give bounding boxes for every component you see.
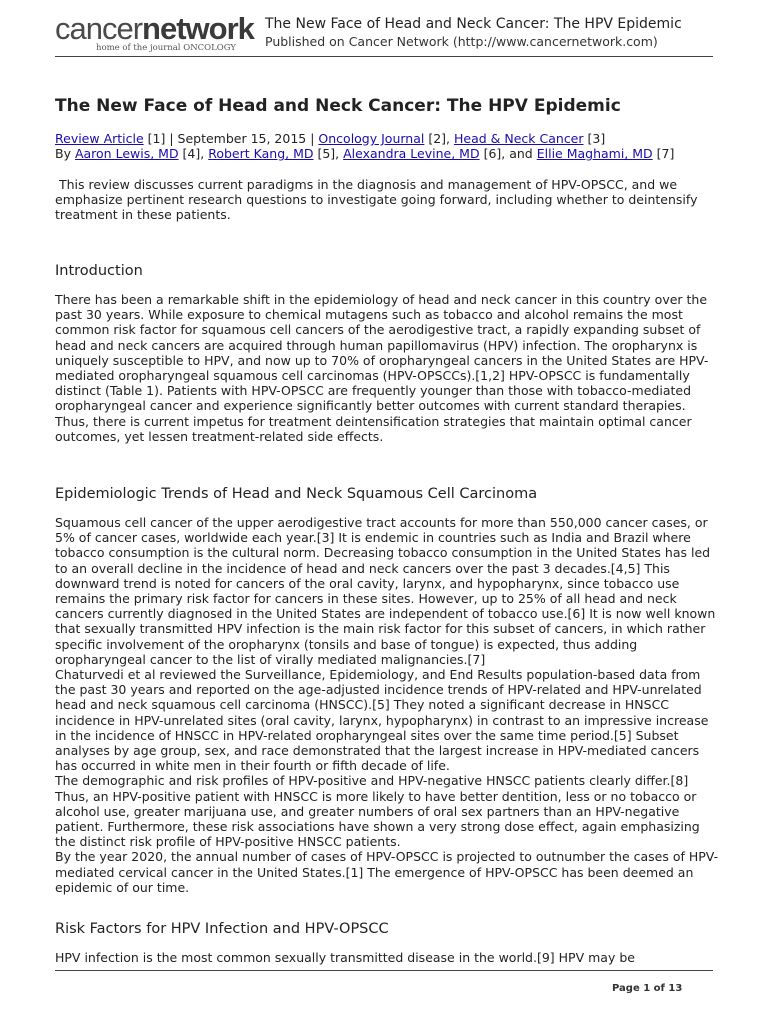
paragraph: Chaturvedi et al reviewed the Surveillance, Epidemiology, and End Results population-based data from the past 30 years and reported on the age-adjusted incidence trends of HPV-related and HPV-unrelated head and neck squamous cell carcinoma (HNSCC).[5] They noted a significant decrease in HNSCC incidence in HPV-unrelated sites (oral cavity, larynx, hypopharynx) in contrast to an impressive increase in the incidence of HNSCC in HPV-related oropharyngeal sites over the same time period.[5] Subset analyses by age group, sex, and race demonstrated that the largest increase in HPV-mediated cancers has occurred in white men in their fourth or fifth decade of life. xyxy=(55,667,709,774)
journal-link[interactable]: Oncology Journal xyxy=(318,131,425,146)
logo-prefix: cancer xyxy=(55,11,143,46)
article-title: The New Face of Head and Neck Cancer: The HPV Epidemic xyxy=(55,96,621,116)
topic-link[interactable]: Head & Neck Cancer xyxy=(454,131,584,146)
article-type-link[interactable]: Review Article xyxy=(55,131,144,146)
author-link[interactable]: Aaron Lewis, MD xyxy=(74,146,179,161)
meta-ref: [3] xyxy=(583,131,606,146)
section-heading-introduction: Introduction xyxy=(55,263,143,279)
meta-ref: [6], and xyxy=(479,146,537,161)
meta-line-1 xyxy=(55,131,715,146)
section-heading-risk-factors: Risk Factors for HPV Infection and HPV-OPSCC xyxy=(55,921,389,937)
paragraph: HPV infection is the most common sexually transmitted disease in the world.[9] HPV may be xyxy=(55,950,635,965)
meta-ref: [1] | September 15, 2015 | xyxy=(143,131,319,146)
header-title: The New Face of Head and Neck Cancer: The HPV Epidemic xyxy=(265,16,682,32)
meta-ref: [2], xyxy=(424,131,454,146)
section-body-epidemiologic-trends xyxy=(55,515,720,895)
paragraph: There has been a remarkable shift in the epidemiology of head and neck cancer in this country over the past 30 years. While exposure to chemical mutagens such as tobacco and alcohol remains the most common risk factor for squamous cell cancers of the aerodigestive tract, a rapidly expanding subset of head and neck cancers are acquired through human papillomavirus (HPV) infection. The oropharynx is uniquely susceptible to HPV, and now up to 70% of oropharyngeal cancers in the United States are HPV-mediated oropharyngeal squamous cell carcinomas (HPV-OPSCCs).[1,2] HPV-OPSCC is fundamentally distinct (Table 1). Patients with HPV-OPSCC are frequently younger than those with tobacco-mediated oropharyngeal cancer and experience significantly better outcomes with current standard therapies. Thus, there is current impetus for treatment deintensification strategies that maintain optimal cancer outcomes, yet lessen treatment-related side effects. xyxy=(55,292,709,444)
author-link[interactable]: Robert Kang, MD xyxy=(208,146,314,161)
section-heading-epidemiologic-trends: Epidemiologic Trends of Head and Neck Squamous Cell Carcinoma xyxy=(55,486,538,502)
logo-bold: network xyxy=(142,11,254,46)
meta-ref: [4], xyxy=(178,146,209,161)
header-published: Published on Cancer Network (http://www.cancernetwork.com) xyxy=(265,34,658,49)
article-abstract: This review discusses current paradigms in the diagnosis and management of HPV-OPSCC, and we emphasize pertinent research questions to investigate going forward, including whether to deintensify treatment in these patients. xyxy=(55,177,702,222)
page-number: Page 1 of 13 xyxy=(612,983,683,994)
paragraph: Squamous cell cancer of the upper aerodigestive tract accounts for more than 550,000 cancer cases, or 5% of cancer cases, worldwide each year.[3] It is endemic in countries such as India and Brazil where tobacco consumption is the cultural norm. Decreasing tobacco consumption in the United States has led to an overall decline in the incidence of head and neck cancers over the past 3 decades.[4,5] This downward trend is noted for cancers of the oral cavity, larynx, and hypopharynx, since tobacco use remains the primary risk factor for cancers in these sites. However, up to 25% of all head and neck cancers currently diagnosed in the United States are independent of tobacco use.[6] It is now well known that sexually transmitted HPV infection is the main risk factor for this subset of cancers, in which rather specific involvement of the oropharynx (tonsils and base of tongue) is expected, thus adding oropharyngeal cancer to the list of virally mediated malignancies.[7] xyxy=(55,515,716,667)
meta-ref: [5], xyxy=(313,146,344,161)
header-divider xyxy=(55,56,713,57)
article-meta xyxy=(55,131,715,161)
author-link[interactable]: Ellie Maghami, MD xyxy=(536,146,653,161)
paragraph: The demographic and risk profiles of HPV-positive and HPV-negative HNSCC patients clearly differ.[8] Thus, an HPV-positive patient with HNSCC is more likely to have better dentition, less or no tobacco or alcohol use, greater marijuana use, and greater numbers of oral sex partners than an HPV-negative patient. Furthermore, these risk associations have shown a very strong dose effect, again emphasizing the distinct risk profile of HPV-positive HNSCC patients. xyxy=(55,773,700,850)
paragraph: By the year 2020, the annual number of cases of HPV-OPSCC is projected to outnumber the cases of HPV-mediated cervical cancer in the United States.[1] The emergence of HPV-OPSCC has been deemed an epidemic of our time. xyxy=(55,849,719,895)
meta-line-2 xyxy=(55,146,715,161)
logo-wordmark xyxy=(55,11,255,46)
footer-divider xyxy=(55,970,713,971)
meta-ref: [7] xyxy=(652,146,675,161)
cancernetwork-logo[interactable] xyxy=(55,11,255,53)
section-body-introduction xyxy=(55,292,720,444)
section-body-risk-factors xyxy=(55,950,720,965)
logo-tagline: home of the journal ONCOLOGY xyxy=(96,43,236,53)
byline-label: By xyxy=(55,146,75,161)
author-link[interactable]: Alexandra Levine, MD xyxy=(343,146,480,161)
